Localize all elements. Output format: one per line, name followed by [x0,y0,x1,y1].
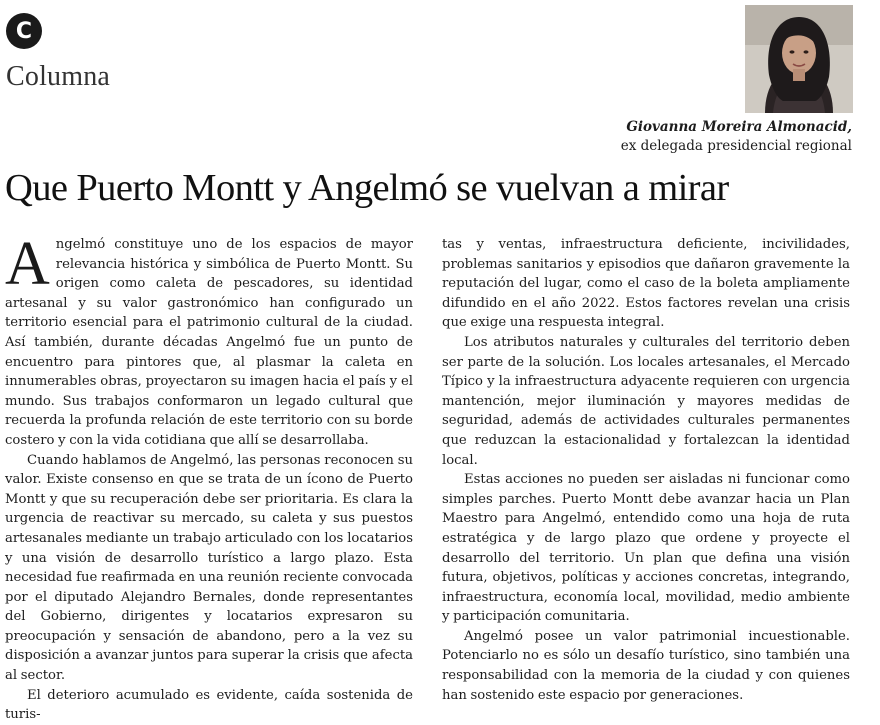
paragraph-2: Cuando hablamos de Angelmó, las personas reconocen su valor. Existe consenso en que se trata de un ícono de Puerto Montt y que su recuperación debe ser prioritaria. Es clara la urgencia de reactivar su mercado, su caleta y sus puestos artesanales mediante un trabajo articulado con los locatarios y una visión de desarrollo turístico a largo plazo. Esta necesidad fue reafirmada en una reunión reciente convocada por el diputado Alejandro Bernales, donde representantes del Gobierno, dirigentes y locatarios expresaron su preocupación y sensación de abandono, pero a la vez su disposición a avanzar juntos para superar la crisis que afecta al sector. [5,452,413,684]
byline [621,118,852,156]
paragraph-3-continued: tas y ventas, infraestructura deficiente, incivilidades, problemas sanitarios y episodios que dañaron gravemente la reputación del lugar, como el caso de la boleta ampliamente difundido en el año 2022. Estos factores revelan una crisis que exige una respuesta integral. [442,237,850,331]
drop-cap: A [5,230,50,298]
author-name: Giovanna Moreira Almonacid, [626,119,852,135]
paragraph-5: Estas acciones no pueden ser aisladas ni funcionar como simples parches. Puerto Montt debe avanzar hacia un Plan Maestro para Angelmó, entendido como una hoja de ruta estratégica y de largo plazo que ordene y proyecte el desarrollo del territorio. Un plan que defina una visión futura, objetivos, políticas y acciones concretas, integrando, infraestructura, economía local, movilidad, medio ambiente y participación comunitaria. [442,472,850,625]
author-photo [745,5,853,113]
headline: Que Puerto Montt y Angelmó se vuelvan a mirar [5,167,729,209]
paragraph-1-text: ngelmó constituye uno de los espacios de mayor relevancia histórica y simbólica de Puerto Montt. Su origen como caleta de pescadores, su identidad artesanal y su valor gastronómico han configurado un territorio esencial para el patrimonio cultural de la ciudad. Así también, durante décadas Angelmó fue un punto de encuentro para pintores que, al plasmar la caleta en innumerables obras, proyectaron su imagen hacia el país y el mundo. Sus trabajos conformaron un legado cultural que recuerda la profunda relación de este territorio con su borde costero y con la vida cotidiana que allí se desarrollaba. [5,237,413,448]
article-column-right [442,235,850,703]
article-column-left [5,230,413,723]
section-label: Columna [6,61,111,92]
section-badge-letter: C [15,18,33,44]
author-role: ex delegada presidencial regional [620,138,852,154]
section-badge [6,13,42,49]
paragraph-1 [5,230,413,451]
paragraph-6: Angelmó posee un valor patrimonial incuestionable. Potenciarlo no es sólo un desafío turístico, sino también una responsabilidad con la memoria de la ciudad y con quienes han sostenido este espacio por generaciones. [442,628,850,703]
paragraph-3-start: El deterioro acumulado es evidente, caída sostenida de turis- [5,687,413,723]
paragraph-4: Los atributos naturales y culturales del territorio deben ser parte de la solución. Los locales artesanales, el Mercado Típico y la infraestructura adyacente requieren con urgencia mantención, mejor iluminación y mayores medidas de seguridad, además de actividades culturales permanentes que reduzcan la estacionalidad y fortalezcan la identidad local. [442,334,850,468]
